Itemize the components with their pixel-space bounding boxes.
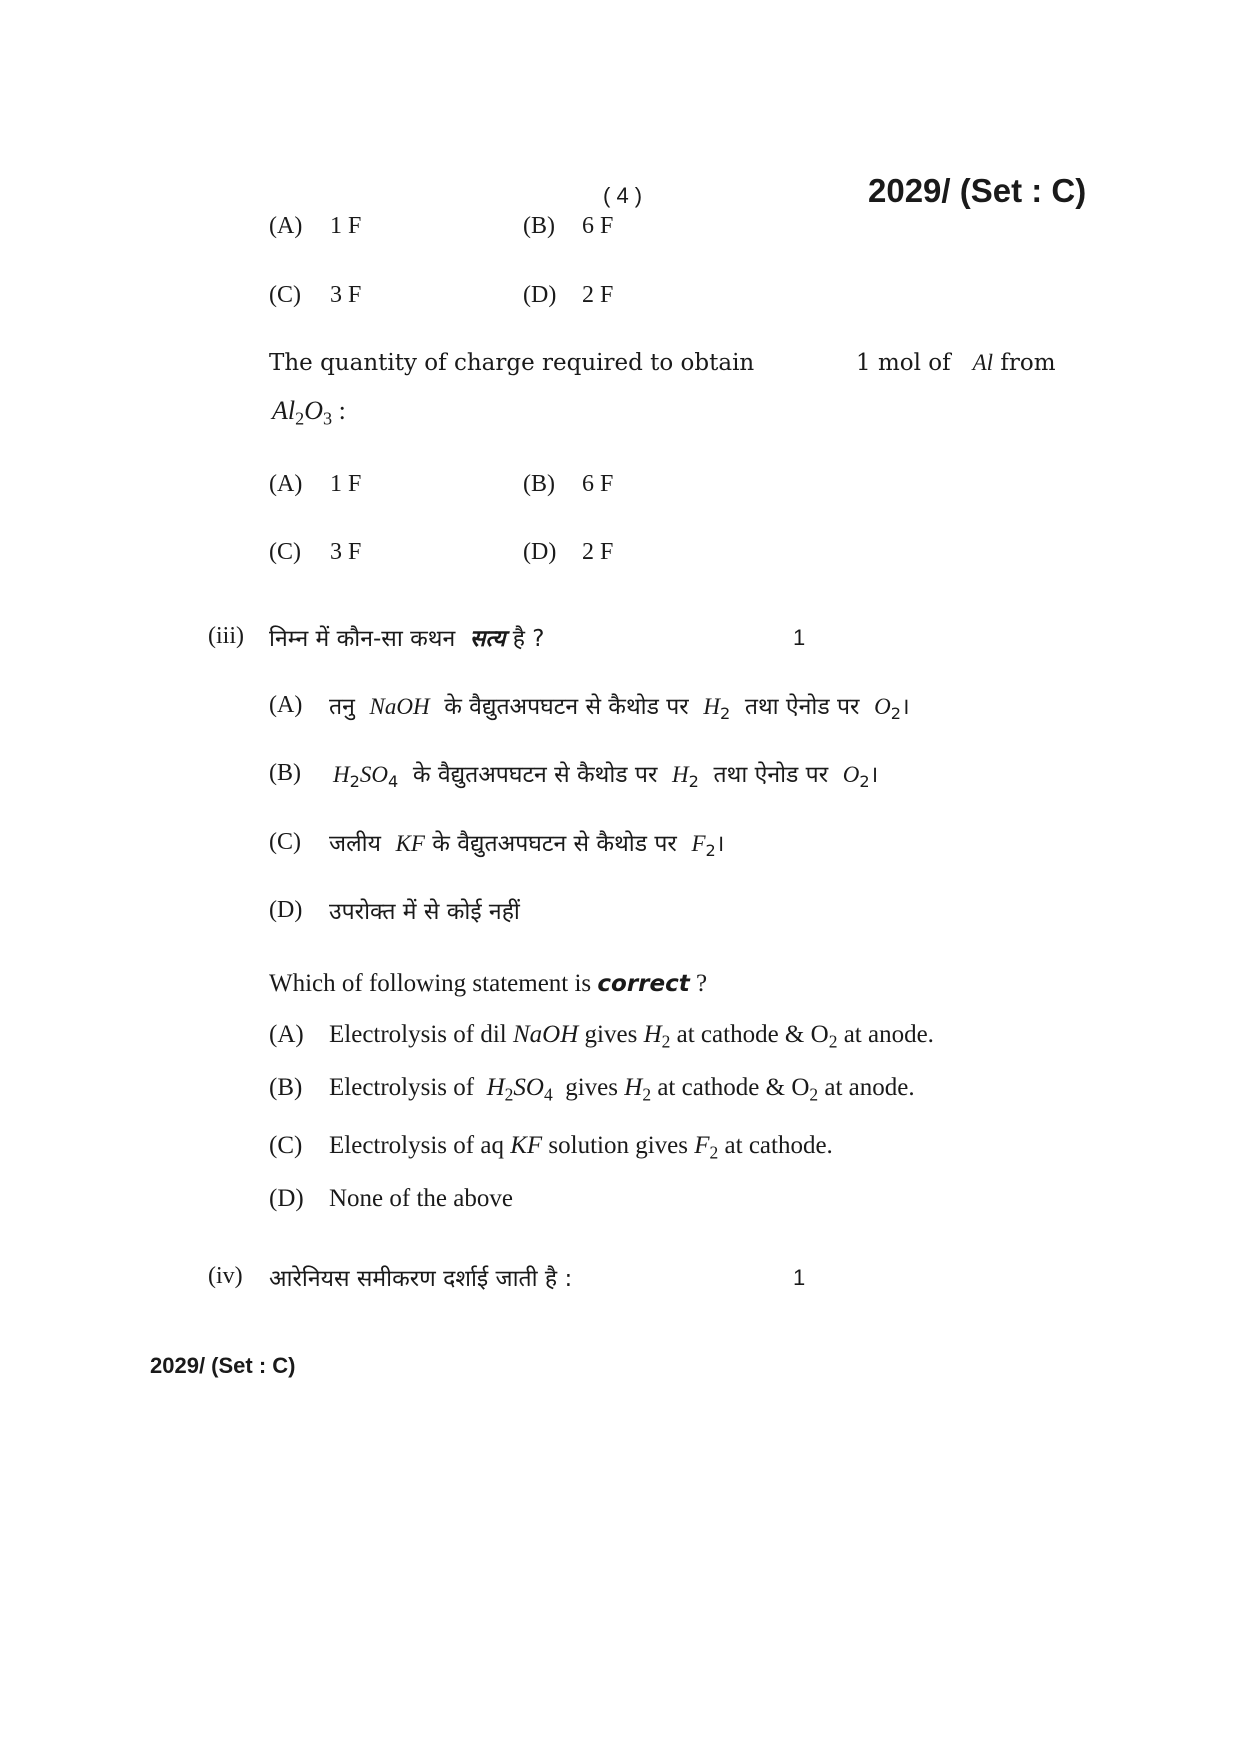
option-label-d: (D)	[523, 282, 557, 308]
english-option-b: Electrolysis of $H_2SO_4$ gives $H_2$ at cathode & $O_2$ at anode.	[329, 1074, 915, 1105]
paper-code-footer: 2029/ (Set : C)	[150, 1353, 296, 1378]
marks-iv: 1	[793, 1265, 806, 1290]
option-label-c: (C)	[269, 539, 301, 565]
option-label-c: (C)	[269, 829, 301, 855]
question-text-en-line1: The quantity of charge required to obtain	[269, 350, 755, 376]
option-label-d: (D)	[269, 897, 303, 923]
option-text-d: 2 F	[582, 282, 614, 308]
option-label-b: (B)	[269, 1074, 303, 1101]
hindi-option-d: उपरोक्त में से कोई नहीं	[329, 899, 520, 925]
question-text-en-mol: 1 mol of Al from	[856, 350, 1056, 376]
option-text-c: 3 F	[330, 539, 362, 565]
marks-iii: 1	[793, 625, 806, 650]
question-iv-hindi-text: आरेनियस समीकरण दर्शाई जाती है :	[269, 1266, 573, 1292]
question-text-en-line2: $Al_2O_3$ :	[272, 396, 346, 429]
question-number-iv: (iv)	[208, 1263, 243, 1289]
page-number: ( 4 )	[603, 183, 643, 208]
question-iii-hindi-text: निम्न में कौन-सा कथन सत्य है ?	[269, 626, 545, 652]
option-label-d: (D)	[523, 539, 557, 565]
option-text-b: 6 F	[582, 471, 614, 497]
option-label-c: (C)	[269, 282, 301, 308]
option-text-b: 6 F	[582, 213, 614, 239]
english-option-d: None of the above	[329, 1185, 513, 1212]
option-label-d: (D)	[269, 1185, 304, 1212]
option-label-a: (A)	[269, 692, 303, 718]
paper-code-header: 2029/ (Set : C)	[868, 172, 1087, 209]
option-label-b: (B)	[523, 213, 555, 239]
option-label-a: (A)	[269, 213, 303, 239]
hindi-option-c: जलीय KF के वैद्युतअपघटन से कैथोड पर $F_2।$	[329, 831, 725, 860]
english-option-c: Electrolysis of aq KF solution gives $F_2$ at cathode.	[329, 1132, 833, 1163]
option-label-a: (A)	[269, 471, 303, 497]
option-label-a: (A)	[269, 1021, 304, 1048]
question-iii-english-text: Which of following statement is correct ?	[269, 970, 708, 997]
hindi-option-b: $H_2SO_4$ के वैद्युतअपघटन से कैथोड पर $H_2$ तथा ऐनोड पर $O_2।$	[333, 762, 879, 791]
option-label-c: (C)	[269, 1132, 303, 1159]
option-text-d: 2 F	[582, 539, 614, 565]
option-label-b: (B)	[269, 760, 301, 786]
option-label-b: (B)	[523, 471, 555, 497]
option-text-c: 3 F	[330, 282, 362, 308]
hindi-option-a: तनु NaOH के वैद्युतअपघटन से कैथोड पर $H_2$ तथा ऐनोड पर $O_2।$	[329, 694, 910, 723]
option-text-a: 1 F	[330, 471, 362, 497]
option-text-a: 1 F	[330, 213, 362, 239]
english-option-a: Electrolysis of dil NaOH gives $H_2$ at cathode & $O_2$ at anode.	[329, 1021, 934, 1052]
question-number-iii: (iii)	[208, 623, 244, 649]
